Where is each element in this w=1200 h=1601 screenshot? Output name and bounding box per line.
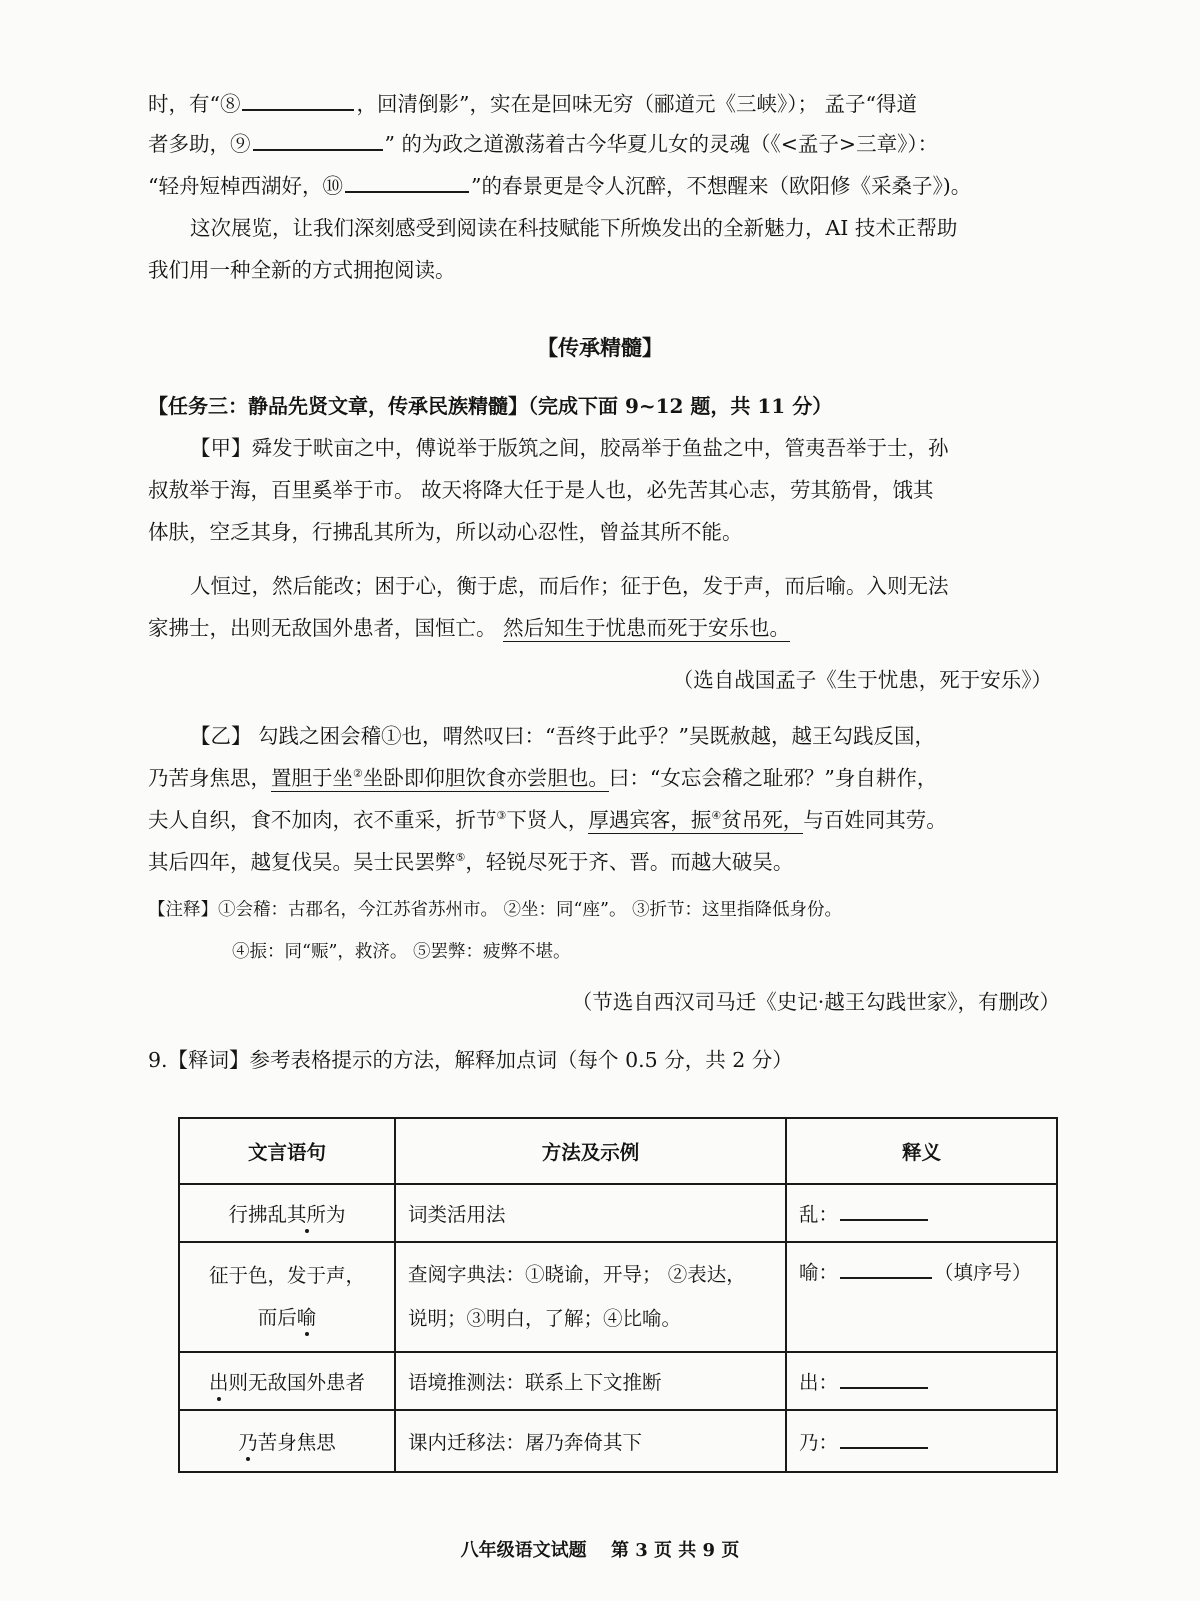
- yi-line: 夫人自织，食不加肉，衣不重采，折节③下贤人，厚遇宾客，振④贫吊死，与百姓同其劳。: [148, 808, 947, 832]
- text-line: “轻舟短棹西湖好，⑩ ”的春景更是令人沉醉，不想醒来（欧阳修《采桑子》)。: [148, 170, 971, 202]
- table-header: 释义: [786, 1118, 1057, 1184]
- table-header-row: [179, 1118, 1057, 1184]
- method-cell: 课内迁移法：屠乃奔倚其下: [395, 1410, 786, 1472]
- yi-line: 乃苦身焦思，置胆于坐②坐卧即仰胆饮食亦尝胆也。曰：“女忘会稽之耻邪？”身自耕作，: [148, 766, 938, 790]
- jia-source: （选自战国孟子《生于忧患，死于安乐》）: [672, 668, 1052, 692]
- method-cell: 词类活用法: [395, 1184, 786, 1242]
- table-row: [179, 1352, 1057, 1410]
- question-9: 9.【释词】参考表格提示的方法，解释加点词（每个 0.5 分，共 2 分）: [148, 1048, 793, 1072]
- yi-line: 其后四年，越复伐吴。吴士民罢弊⑤，轻锐尽死于齐、晋。而越大破吴。: [148, 850, 794, 874]
- text-line: 这次展览，让我们深刻感受到阅读在科技赋能下所焕发出的全新魅力，AI 技术正帮助: [190, 216, 958, 240]
- section-title: 【传承精髓】: [537, 335, 663, 360]
- text-line: 我们用一种全新的方式拥抱阅读。: [148, 258, 456, 282]
- page-footer: 八年级语文试题 第 3 页 共 9 页: [460, 1540, 740, 1561]
- answer-blank[interactable]: [840, 1257, 932, 1279]
- answer-blank-8[interactable]: [242, 89, 354, 111]
- text-line: 时，有“⑧ ，回清倒影”，实在是回味无穷（郦道元《三峡》）； 孟子“得道: [148, 88, 917, 120]
- jia-line: 叔敖举于海，百里奚举于市。 故天将降大任于是人也，必先苦其心志，劳其筋骨，饿其: [148, 478, 934, 502]
- annotation: ④振：同“赈”，救济。 ⑤罢弊：疲弊不堪。: [232, 942, 571, 962]
- underlined-sentence: 厚遇宾客，振④贫吊死，: [588, 808, 804, 832]
- method-cell: 查阅字典法：①晓谕，开导； ②表达， 说明；③明白，了解；④比喻。: [395, 1242, 786, 1352]
- answer-cell: 喻： （填序号）: [786, 1242, 1057, 1352]
- vocab-table: [178, 1117, 1058, 1473]
- table-header: 文言语句: [179, 1118, 395, 1184]
- task-heading: 【任务三：静品先贤文章，传承民族精髓】（完成下面 9~12 题，共 11 分）: [148, 394, 833, 418]
- answer-cell: 乃：: [786, 1410, 1057, 1472]
- jia-line: 【甲】舜发于畎亩之中，傅说举于版筑之间，胶鬲举于鱼盐之中，管夷吾举于士，孙: [190, 436, 949, 460]
- text-line: 者多助，⑨ ” 的为政之道激荡着古今华夏儿女的灵魂（《<孟子>三章》）：: [148, 128, 938, 160]
- answer-blank[interactable]: [840, 1199, 928, 1221]
- sentence-cell: 出则无敌国外患者: [179, 1352, 395, 1410]
- answer-blank-9[interactable]: [253, 129, 383, 151]
- answer-blank-10[interactable]: [345, 171, 469, 193]
- table-row: [179, 1410, 1057, 1472]
- jia-line: 人恒过，然后能改；困于心，衡于虑，而后作；征于色，发于声，而后喻。入则无法: [190, 574, 949, 598]
- method-cell: 语境推测法：联系上下文推断: [395, 1352, 786, 1410]
- table-header: 方法及示例: [395, 1118, 786, 1184]
- answer-blank[interactable]: [840, 1427, 928, 1449]
- annotation: 【注释】①会稽：古郡名，今江苏省苏州市。 ②坐：同“座”。 ③折节：这里指降低身份。: [148, 900, 843, 920]
- yi-line: 【乙】 勾践之困会稽①也，喟然叹曰：“吾终于此乎？”吴既赦越，越王勾践反国，: [190, 724, 935, 748]
- underlined-sentence: 置胆于坐②坐卧即仰胆饮食亦尝胆也。: [271, 766, 609, 790]
- underlined-sentence: 然后知生于忧患而死于安乐也。: [503, 616, 791, 640]
- sentence-cell: 乃苦身焦思: [179, 1410, 395, 1472]
- yi-source: （节选自西汉司马迁《史记·越王勾践世家》，有删改）: [571, 990, 1060, 1014]
- sentence-cell: 行拂乱其所为: [179, 1184, 395, 1242]
- table-row: [179, 1184, 1057, 1242]
- answer-cell: 出：: [786, 1352, 1057, 1410]
- table-row: [179, 1242, 1057, 1352]
- answer-cell: 乱：: [786, 1184, 1057, 1242]
- sentence-cell: 征于色，发于声， 而后喻: [179, 1242, 395, 1352]
- jia-line: 体肤，空乏其身，行拂乱其所为，所以动心忍性，曾益其所不能。: [148, 520, 743, 544]
- answer-blank[interactable]: [840, 1367, 928, 1389]
- jia-line: 家拂士，出则无敌国外患者，国恒亡。 然后知生于忧患而死于安乐也。: [148, 616, 791, 640]
